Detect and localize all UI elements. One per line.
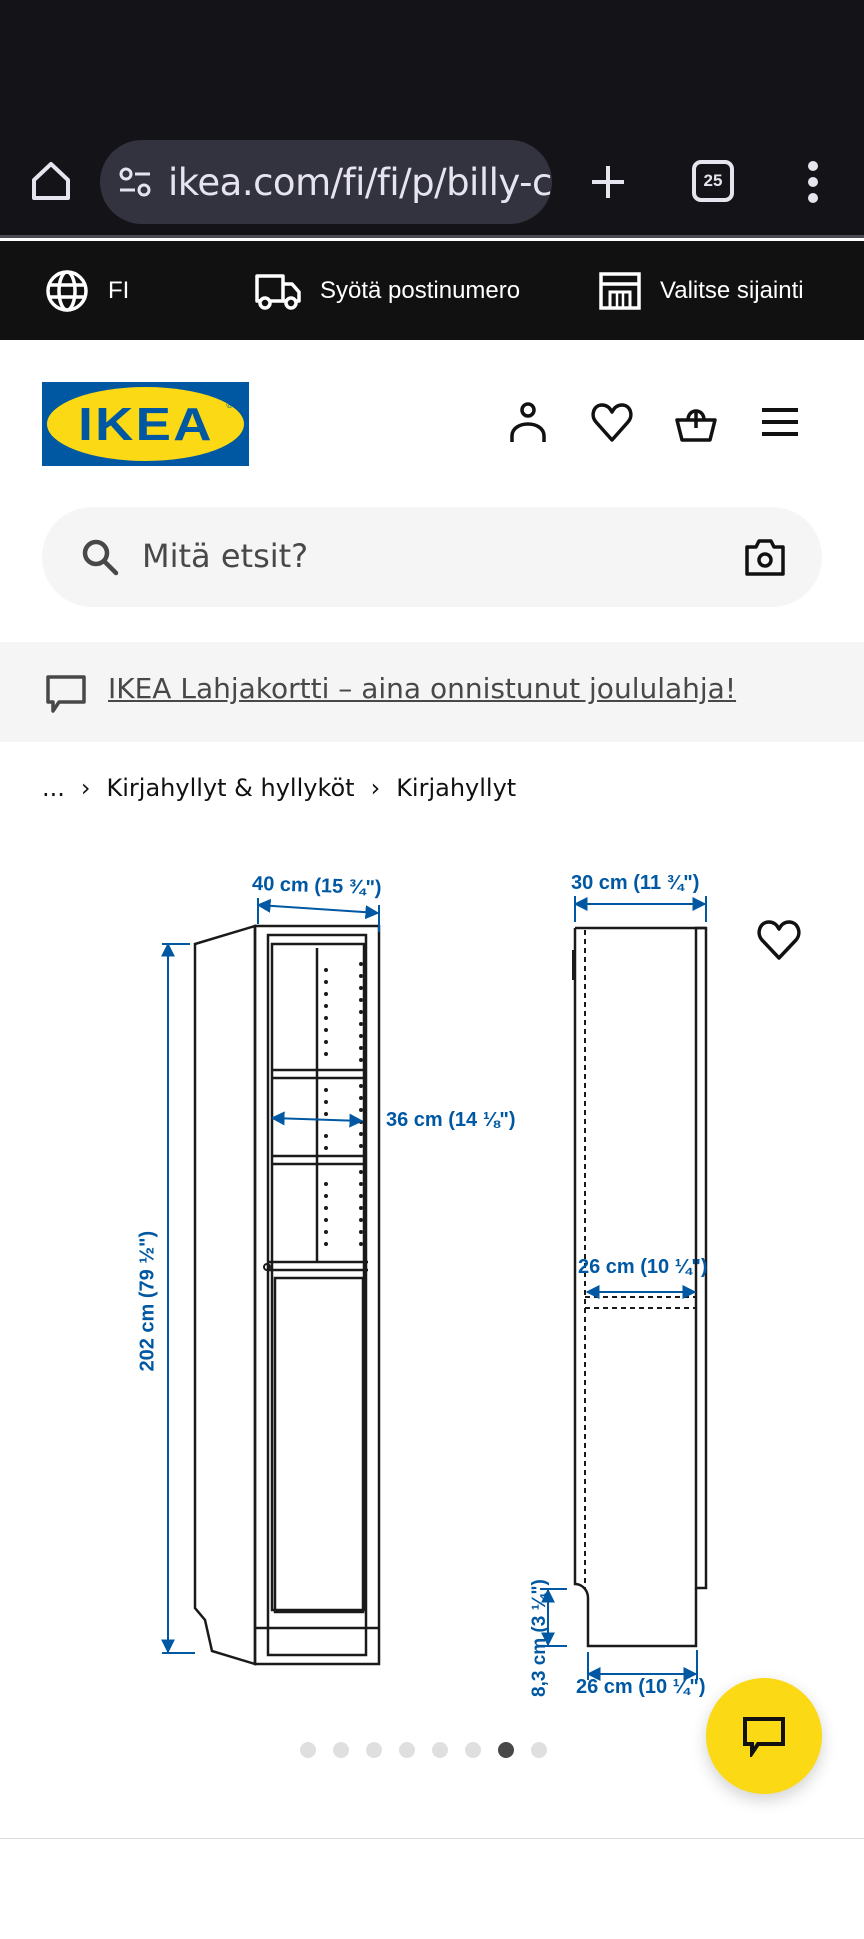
postal-code-button[interactable] bbox=[254, 241, 520, 340]
chevron-right-icon: › bbox=[80, 774, 91, 802]
dim-plinth-height-label: 8,3 cm (3 ¼") bbox=[529, 1579, 550, 1697]
shopping-bag-icon[interactable] bbox=[674, 400, 718, 444]
breadcrumb bbox=[42, 770, 516, 806]
dim-height-label: 202 cm (79 ½") bbox=[136, 1230, 159, 1372]
url-text: ikea.com/fi/fi/p/billy-c bbox=[168, 160, 552, 204]
globe-icon bbox=[44, 268, 90, 314]
logo-text: IKEA bbox=[77, 398, 214, 450]
speech-bubble-icon bbox=[44, 674, 88, 714]
save-to-favourites-icon[interactable] bbox=[754, 918, 804, 962]
site-settings-icon[interactable] bbox=[116, 162, 156, 202]
hamburger-menu-icon[interactable] bbox=[758, 400, 802, 444]
more-menu-icon[interactable] bbox=[800, 158, 826, 206]
breadcrumb-ellipsis[interactable]: ... bbox=[42, 774, 65, 802]
search-placeholder: Mitä etsit? bbox=[142, 537, 309, 575]
chat-icon bbox=[741, 1715, 787, 1757]
carousel-dot[interactable] bbox=[333, 1742, 349, 1758]
search-icon bbox=[80, 537, 120, 577]
tab-switcher-button[interactable]: 25 bbox=[692, 160, 734, 202]
delivery-truck-icon bbox=[254, 271, 302, 311]
carousel-dot[interactable] bbox=[531, 1742, 547, 1758]
search-field[interactable] bbox=[42, 507, 822, 607]
breadcrumb-item[interactable]: Kirjahyllyt bbox=[396, 774, 517, 802]
carousel-dot[interactable] bbox=[399, 1742, 415, 1758]
home-icon[interactable] bbox=[28, 158, 74, 204]
carousel-dot-active[interactable] bbox=[498, 1742, 514, 1758]
logo-registered-mark: ® bbox=[226, 400, 233, 410]
section-divider bbox=[0, 1838, 864, 1839]
status-bar bbox=[0, 0, 864, 130]
carousel-dot[interactable] bbox=[432, 1742, 448, 1758]
store-label: Valitse sijainti bbox=[660, 276, 804, 304]
store-icon bbox=[598, 271, 642, 311]
dim-width-label: 40 cm (15 ¾") bbox=[251, 872, 382, 900]
store-selector[interactable] bbox=[598, 241, 804, 340]
carousel-indicators bbox=[300, 1742, 547, 1758]
profile-icon[interactable] bbox=[506, 400, 550, 444]
carousel-dot[interactable] bbox=[465, 1742, 481, 1758]
address-bar[interactable] bbox=[100, 140, 552, 224]
toolbar-divider bbox=[0, 235, 864, 238]
gift-card-link[interactable]: IKEA Lahjakortti – aina onnistunut joululahja! bbox=[108, 672, 737, 705]
utility-bar bbox=[0, 241, 864, 340]
carousel-dot[interactable] bbox=[366, 1742, 382, 1758]
dim-base-depth-label: 26 cm (10 ¼") bbox=[576, 1676, 706, 1698]
ikea-logo[interactable] bbox=[42, 382, 249, 466]
site-header bbox=[0, 340, 864, 640]
carousel-dot[interactable] bbox=[300, 1742, 316, 1758]
dim-inner-width-label: 36 cm (14 ⅛") bbox=[386, 1109, 516, 1131]
language-label: FI bbox=[108, 276, 130, 304]
chevron-right-icon: › bbox=[370, 774, 381, 802]
heart-icon[interactable] bbox=[590, 400, 634, 444]
browser-toolbar bbox=[0, 130, 864, 238]
dim-depth-label: 30 cm (11 ¾") bbox=[571, 872, 700, 894]
chat-button[interactable] bbox=[706, 1678, 822, 1794]
promo-banner bbox=[0, 642, 864, 742]
dimension-drawing bbox=[0, 840, 864, 1720]
new-tab-icon[interactable] bbox=[586, 160, 630, 204]
logo-oval bbox=[47, 387, 244, 461]
language-selector[interactable] bbox=[44, 241, 129, 340]
postal-code-label: Syötä postinumero bbox=[320, 276, 521, 304]
camera-search-icon[interactable] bbox=[744, 537, 786, 577]
product-image-gallery[interactable] bbox=[0, 840, 864, 1720]
breadcrumb-item[interactable]: Kirjahyllyt & hyllyköt bbox=[106, 774, 355, 802]
dim-shelf-depth-label: 26 cm (10 ¼") bbox=[578, 1256, 708, 1278]
